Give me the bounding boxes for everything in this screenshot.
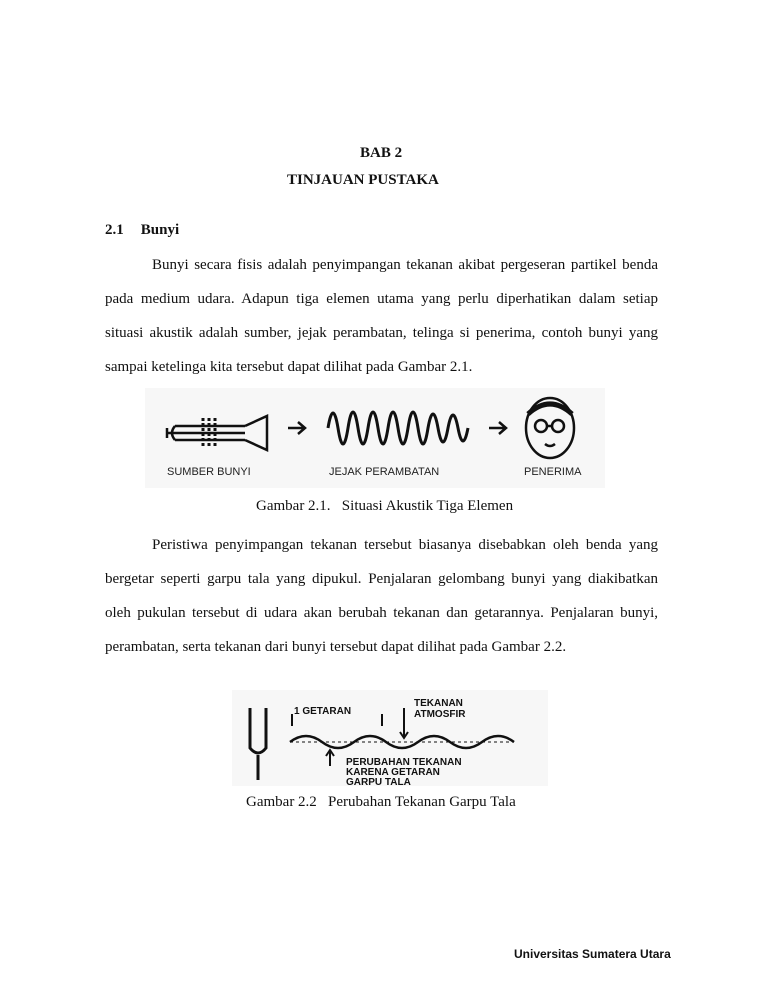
figure2-label-change-3: GARPU TALA — [346, 777, 411, 786]
paragraph-line: sampai ketelinga kita tersebut dapat dilihat pada Gambar 2.1. — [105, 359, 473, 375]
listener-face-icon — [526, 398, 574, 458]
sound-wave-icon — [328, 412, 468, 444]
figure1-label-source: SUMBER BUNYI — [167, 466, 251, 478]
paragraph-line: bergetar seperti garpu tala yang dipukul. Penjalaran gelombang bunyi yang diakibatkan — [105, 571, 658, 587]
figure2-label-change-1: PERUBAHAN TEKANAN — [346, 757, 462, 768]
figure2-label-atmosphere-1: TEKANAN — [414, 698, 463, 709]
figure2-label-change-2: KARENA GETARAN — [346, 767, 440, 778]
tuning-fork-icon — [250, 708, 266, 780]
trumpet-icon — [167, 416, 267, 450]
paragraph-line: Bunyi secara fisis adalah penyimpangan tekanan akibat pergeseran partikel benda — [152, 257, 658, 273]
figure1-label-receiver: PENERIMA — [524, 466, 582, 478]
figure2-label-atmosphere-2: ATMOSFIR — [414, 709, 466, 720]
footer-institution: Universitas Sumatera Utara — [514, 947, 671, 961]
section-number: 2.1 — [105, 222, 124, 238]
arrow-right-icon — [288, 422, 305, 434]
paragraph-line: pada medium udara. Adapun tiga elemen utama yang perlu diperhatikan dalam setiap — [105, 291, 658, 307]
pressure-wave-icon — [290, 736, 514, 748]
paragraph-line: situasi akustik adalah sumber, jejak perambatan, telinga si penerima, contoh bunyi yang — [105, 325, 658, 341]
figure2-label-vibration: 1 GETARAN — [294, 706, 352, 717]
figure-acoustic-situation — [145, 388, 605, 488]
paragraph-bunyi-definition — [105, 248, 658, 384]
figure1-label-propagation: JEJAK PERAMBATAN — [329, 466, 440, 478]
paragraph-line: oleh pukulan tersebut di udara akan berubah tekanan dan getarannya. Penjalaran bunyi, — [105, 605, 658, 621]
figure-tuning-fork-pressure — [232, 690, 548, 786]
arrow-right-icon — [489, 422, 506, 434]
figure1-caption: Gambar 2.1. Situasi Akustik Tiga Elemen — [256, 498, 514, 514]
section-heading — [105, 222, 179, 239]
paragraph-line: Peristiwa penyimpangan tekanan tersebut biasanya disebabkan oleh benda yang — [152, 537, 658, 553]
section-title: Bunyi — [140, 222, 180, 238]
chapter-title: TINJAUAN PUSTAKA — [287, 172, 439, 188]
paragraph-line: perambatan, serta tekanan dari bunyi tersebut dapat dilihat pada Gambar 2.2. — [105, 639, 567, 655]
figure2-caption: Gambar 2.2 Perubahan Tekanan Garpu Tala — [246, 794, 516, 810]
paragraph-tuning-fork — [105, 528, 658, 664]
chapter-number: BAB 2 — [360, 145, 403, 161]
